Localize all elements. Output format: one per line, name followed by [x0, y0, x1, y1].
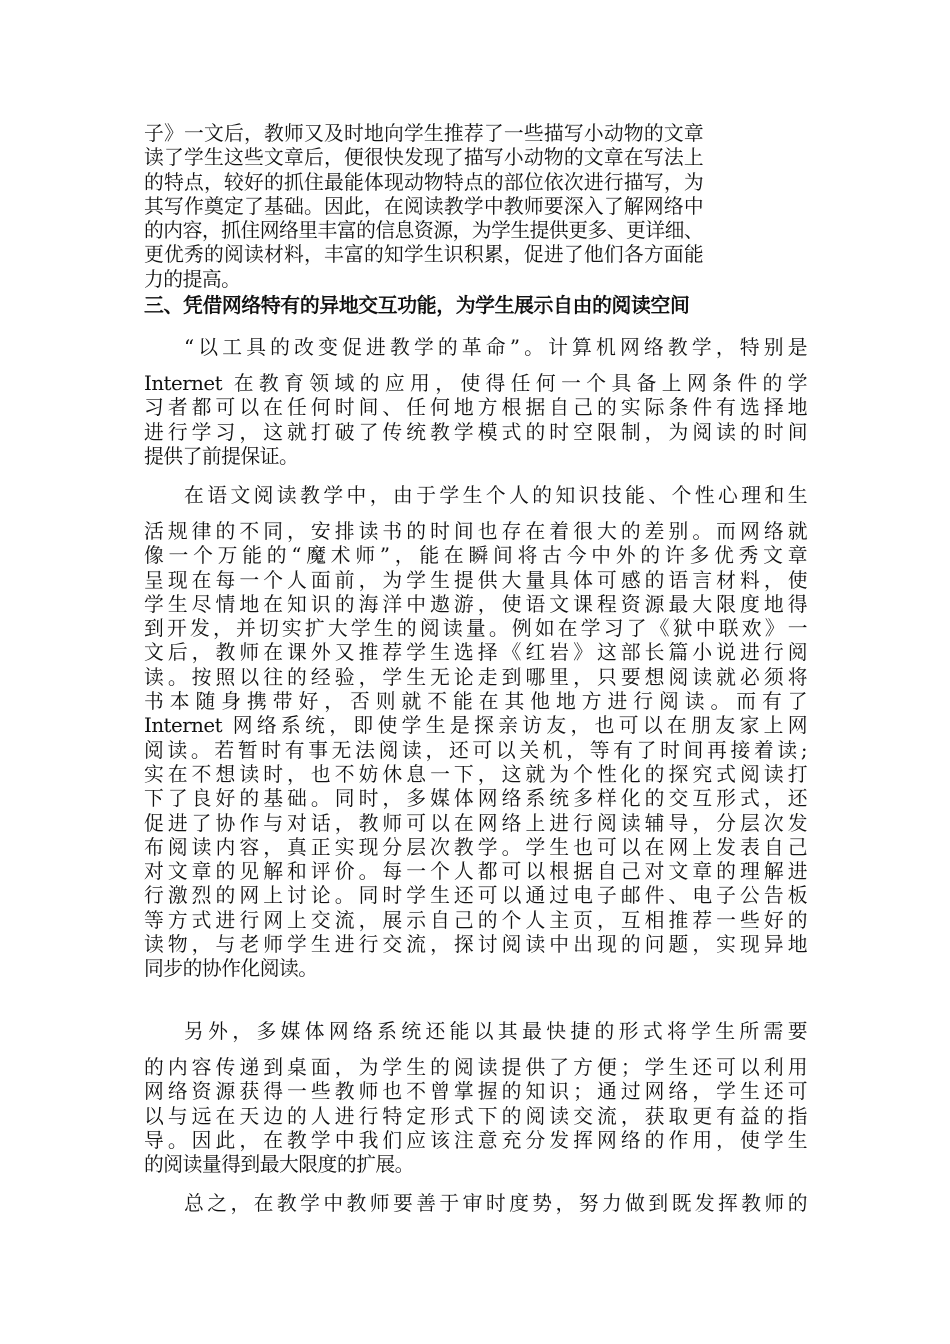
text-line: 行激烈的网上讨论。同时学生还可以通过电子邮件、电子公告板: [144, 884, 807, 908]
text-line: 读物，与老师学生进行交流，探讨阅读中出现的问题，实现异地: [144, 933, 807, 957]
text-line: 习者都可以在任何时间、任何地方根据自己的实际条件有选择地: [144, 396, 807, 420]
text-line: 网络资源获得一些教师也不曾掌握的知识；通过网络，学生还可: [144, 1080, 807, 1104]
paragraph-1: [144, 122, 703, 292]
text-line: 同步的协作化阅读。: [144, 957, 318, 981]
text-line: 的内容传递到桌面，为学生的阅读提供了方便；学生还可以利用: [144, 1056, 807, 1079]
text-line: 的阅读量得到最大限度的扩展。: [144, 1153, 414, 1177]
paragraph-5: [144, 1192, 807, 1216]
text-line: 读。按照以往的经验，学生无论走到哪里，只要想阅读就必须将: [144, 665, 807, 689]
paragraph-2-body: [144, 372, 807, 469]
text-line: 的特点，较好的抓住最能体现动物特点的部位依次进行描写，为: [144, 170, 704, 194]
text-line: 另外，多媒体网络系统还能以其最快捷的形式将学生所需要: [184, 1020, 807, 1043]
text-line: 文后，教师在课外又推荐学生选择《红岩》这部长篇小说进行阅: [144, 641, 807, 665]
text-line: 力的提高。: [144, 267, 241, 291]
text-line: 更优秀的阅读材料，丰富的知学生识积累，促进了他们各方面能: [144, 243, 704, 267]
text-line: 导。因此，在教学中我们应该注意充分发挥网络的作用，使学生: [144, 1128, 807, 1152]
text-line: 下了良好的基础。同时，多媒体网络系统多样化的交互形式，还: [144, 787, 807, 811]
text-line: 阅读。若暂时有事无法阅读，还可以关机，等有了时间再接着读;: [144, 738, 807, 762]
section-heading: 三、凭借网络特有的异地交互功能，为学生展示自由的阅读空间: [144, 294, 690, 317]
text-line: 像一个万能的“魔术师”，能在瞬间将古今中外的许多优秀文章: [144, 544, 807, 568]
text-line: 提供了前提保证。: [144, 444, 299, 468]
text-line: 促进了协作与对话，教师可以在网络上进行阅读辅导，分层次发: [144, 811, 807, 835]
text-line: 对文章的见解和评价。每一个人都可以根据自己对文章的理解进: [144, 860, 807, 884]
text-line: 学生尽情地在知识的海洋中遨游，使语文课程资源最大限度地得: [144, 592, 807, 616]
text-line: Internet 在教育领域的应用，使得任何一个具备上网条件的学: [144, 372, 807, 395]
paragraph-4: [144, 1020, 807, 1044]
text-line: 以与远在天边的人进行特定形式下的阅读交流，获取更有益的指: [144, 1104, 807, 1128]
text-line: 进行学习，这就打破了传统教学模式的时空限制，为阅读的时间: [144, 420, 807, 444]
text-line: 到开发，并切实扩大学生的阅读量。例如在学习了《狱中联欢》一: [144, 617, 807, 641]
paragraph-2: [144, 336, 807, 360]
text-line: 布阅读内容，真正实现分层次教学。学生也可以在网上发表自己: [144, 835, 807, 859]
text-line: Internet 网络系统，即使学生是探亲访友，也可以在朋友家上网: [144, 714, 807, 738]
text-line: 子》一文后，教师又及时地向学生推荐了一些描写小动物的文章: [144, 122, 704, 145]
text-line: 读了学生这些文章后，便很快发现了描写小动物的文章在写法上: [144, 146, 704, 170]
text-line: 等方式进行网上交流，展示自己的个人主页，互相推荐一些好的: [144, 908, 807, 932]
text-line: 活规律的不同，安排读书的时间也存在着很大的差别。而网络就: [144, 520, 807, 543]
text-line: 的内容，抓住网络里丰富的信息资源，为学生提供更多、更详细、: [144, 219, 704, 243]
paragraph-3: [144, 484, 807, 508]
text-line: 呈现在每一个人面前，为学生提供大量具体可感的语言材料，使: [144, 568, 807, 592]
paragraph-3-body: [144, 520, 807, 982]
text-line: 实在不想读时，也不妨休息一下，这就为个性化的探究式阅读打: [144, 762, 807, 786]
text-line: 其写作奠定了基础。因此，在阅读教学中教师要深入了解网络中: [144, 194, 704, 218]
text-line: 总之，在教学中教师要善于审时度势，努力做到既发挥教师的: [184, 1192, 807, 1215]
paragraph-4-body: [144, 1056, 807, 1177]
text-line: 在语文阅读教学中，由于学生个人的知识技能、个性心理和生: [184, 484, 807, 507]
text-line: “以工具的改变促进教学的革命”。计算机网络教学，特别是: [184, 336, 807, 359]
text-line: 书本随身携带好，否则就不能在其他地方进行阅读。而有了: [144, 690, 807, 714]
